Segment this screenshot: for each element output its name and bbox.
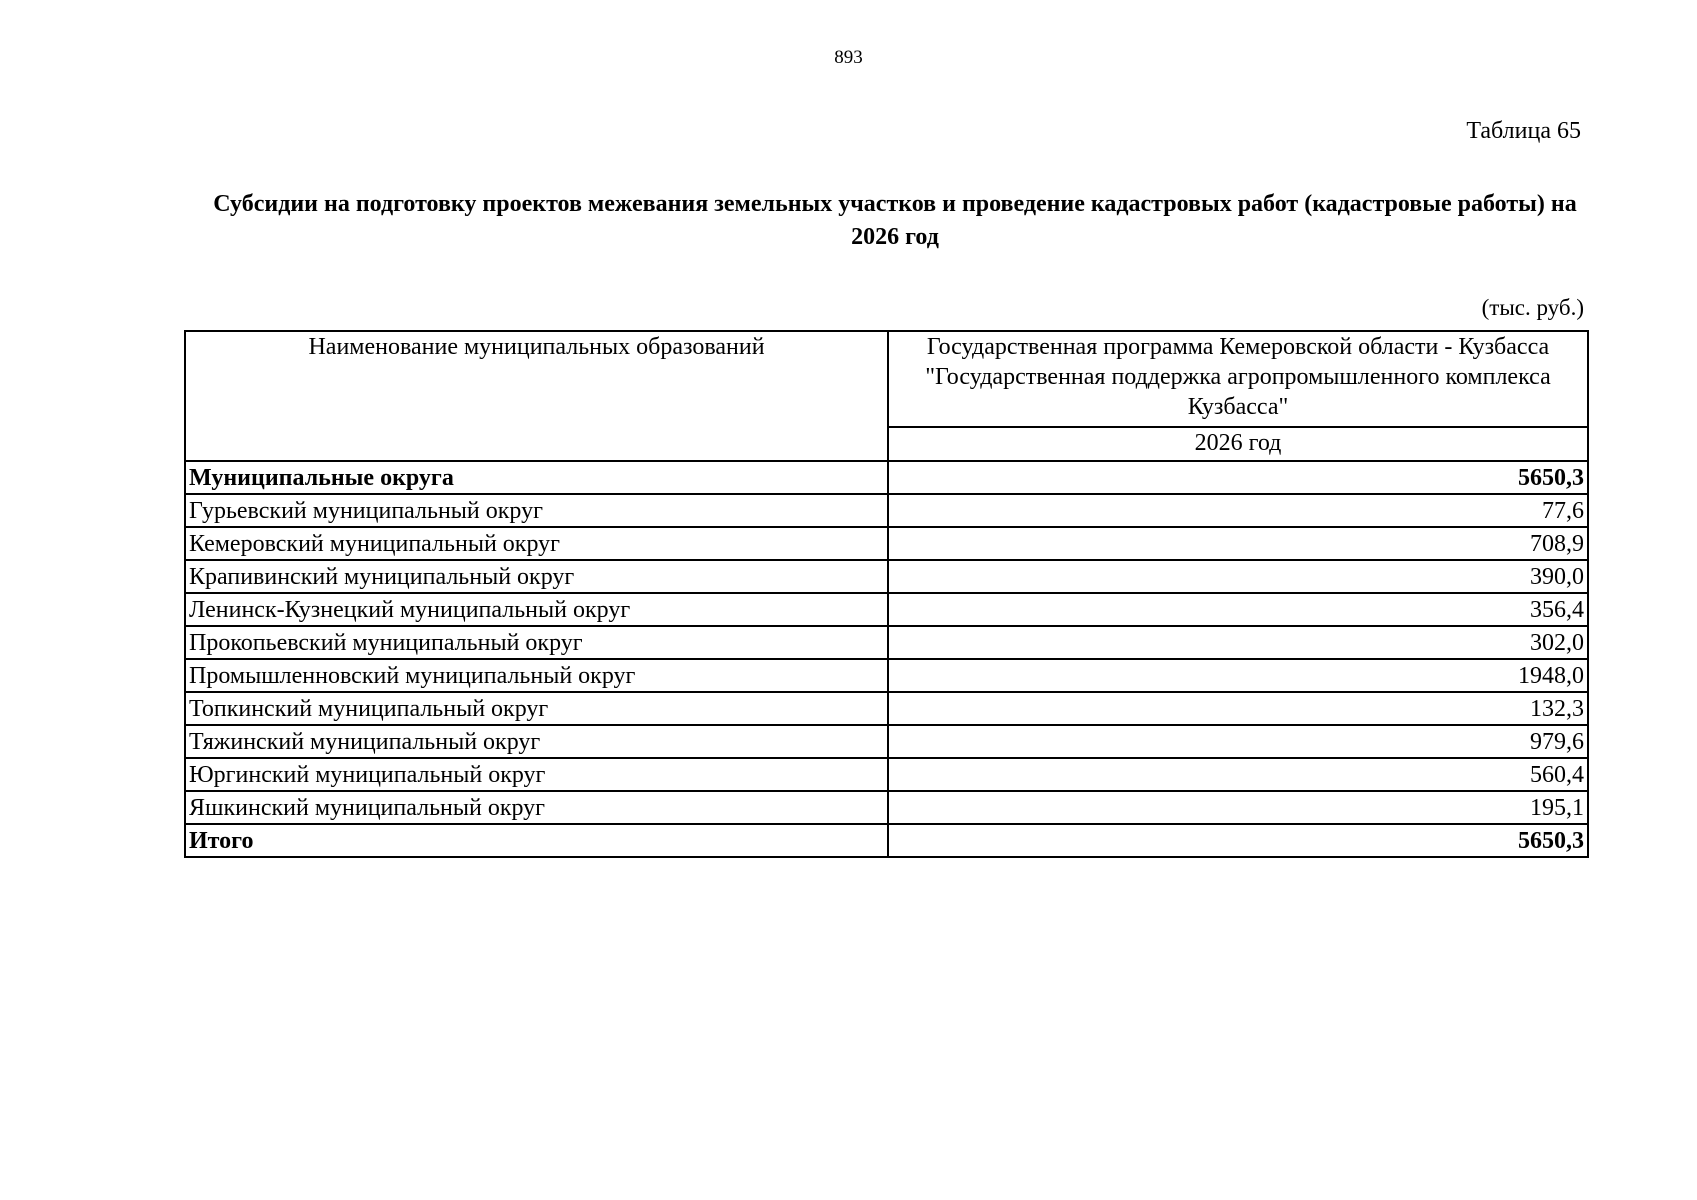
header-state-program: Государственная программа Кемеровской области - Кузбасса "Государственная поддержка агропромышленного комплекса Кузбасса" xyxy=(888,331,1588,427)
table-number: Таблица 65 xyxy=(1466,118,1581,144)
municipality-name-cell: Итого xyxy=(185,824,888,857)
municipality-name-cell: Муниципальные округа xyxy=(185,461,888,494)
document-title: Субсидии на подготовку проектов межевания земельных участков и проведение кадастровых работ (кадастровые работы) на 2026 год xyxy=(213,191,1577,250)
subsidy-value-cell: 5650,3 xyxy=(888,461,1588,494)
subsidy-value-cell: 708,9 xyxy=(888,527,1588,560)
municipality-name-cell: Прокопьевский муниципальный округ xyxy=(185,626,888,659)
table-row xyxy=(185,626,1588,659)
table-row xyxy=(185,527,1588,560)
header-year: 2026 год xyxy=(888,427,1588,461)
municipality-name-cell: Ленинск-Кузнецкий муниципальный округ xyxy=(185,593,888,626)
table-row xyxy=(185,824,1588,857)
table-row xyxy=(185,692,1588,725)
subsidy-value-cell: 302,0 xyxy=(888,626,1588,659)
subsidy-table xyxy=(184,330,1589,858)
subsidy-value-cell: 356,4 xyxy=(888,593,1588,626)
subsidy-value-cell: 195,1 xyxy=(888,791,1588,824)
subsidy-value-cell: 1948,0 xyxy=(888,659,1588,692)
table-row xyxy=(185,560,1588,593)
page-number: 893 xyxy=(834,47,863,68)
table-row xyxy=(185,593,1588,626)
subsidy-value-cell: 5650,3 xyxy=(888,824,1588,857)
table-row xyxy=(185,791,1588,824)
table-body xyxy=(185,461,1588,857)
table-row xyxy=(185,461,1588,494)
municipality-name-cell: Промышленновский муниципальный округ xyxy=(185,659,888,692)
municipality-name-cell: Крапивинский муниципальный округ xyxy=(185,560,888,593)
subsidy-value-cell: 77,6 xyxy=(888,494,1588,527)
municipality-name-cell: Тяжинский муниципальный округ xyxy=(185,725,888,758)
subsidy-value-cell: 390,0 xyxy=(888,560,1588,593)
municipality-name-cell: Кемеровский муниципальный округ xyxy=(185,527,888,560)
table-row xyxy=(185,758,1588,791)
table-row xyxy=(185,494,1588,527)
units-label: (тыс. руб.) xyxy=(1481,295,1584,320)
table-row xyxy=(185,659,1588,692)
table-row xyxy=(185,725,1588,758)
subsidy-value-cell: 979,6 xyxy=(888,725,1588,758)
header-municipality-name: Наименование муниципальных образований xyxy=(185,331,888,461)
municipality-name-cell: Гурьевский муниципальный округ xyxy=(185,494,888,527)
subsidy-value-cell: 132,3 xyxy=(888,692,1588,725)
municipality-name-cell: Яшкинский муниципальный округ xyxy=(185,791,888,824)
municipality-name-cell: Топкинский муниципальный округ xyxy=(185,692,888,725)
subsidy-value-cell: 560,4 xyxy=(888,758,1588,791)
municipality-name-cell: Юргинский муниципальный округ xyxy=(185,758,888,791)
